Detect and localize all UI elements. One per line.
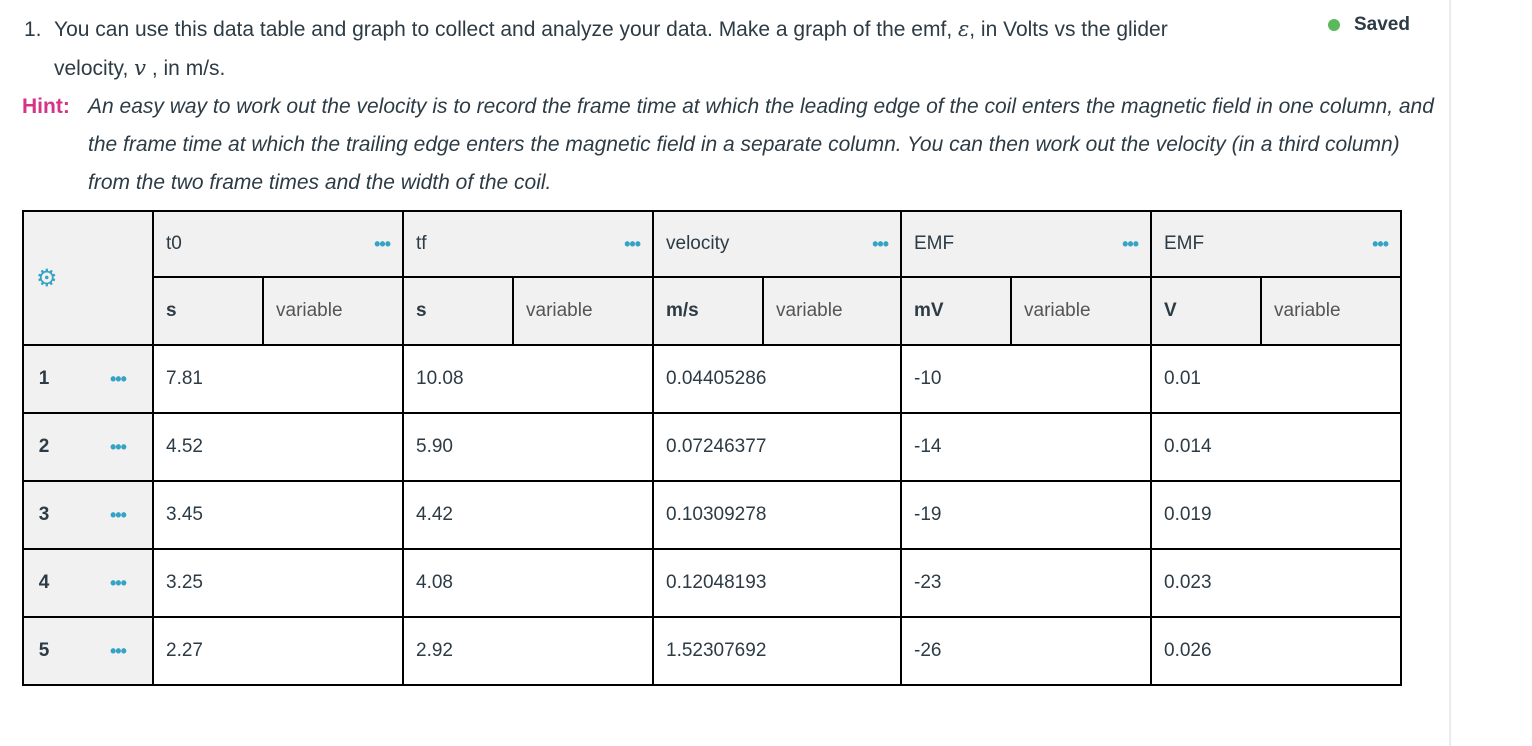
column-header-tf[interactable]: tf ••• bbox=[403, 211, 653, 277]
question-text bbox=[24, 10, 1314, 88]
column-menu-icon[interactable]: ••• bbox=[374, 233, 390, 254]
table-settings-cell[interactable] bbox=[23, 211, 153, 345]
row-menu-icon[interactable]: ••• bbox=[110, 640, 126, 661]
type-field[interactable]: variable bbox=[1274, 300, 1341, 321]
unit-field[interactable]: m/s bbox=[654, 278, 764, 344]
hint-block bbox=[22, 88, 1442, 202]
table-cell[interactable]: 3.45 bbox=[153, 481, 403, 549]
table-cell[interactable]: -23 bbox=[901, 549, 1151, 617]
row-header bbox=[23, 413, 153, 481]
velocity-symbol: v bbox=[134, 56, 147, 80]
row-header bbox=[23, 481, 153, 549]
saved-dot-icon bbox=[1328, 19, 1340, 31]
data-table bbox=[22, 210, 1402, 686]
table-cell[interactable]: 7.81 bbox=[153, 345, 403, 413]
table-cell[interactable]: 4.42 bbox=[403, 481, 653, 549]
row-index: 5 bbox=[38, 640, 50, 661]
table-cell[interactable]: 0.04405286 bbox=[653, 345, 901, 413]
save-status-label: Saved bbox=[1354, 14, 1410, 35]
type-field[interactable]: variable bbox=[1024, 300, 1091, 321]
type-field[interactable]: variable bbox=[526, 300, 593, 321]
table-cell[interactable]: -14 bbox=[901, 413, 1151, 481]
table-row bbox=[23, 617, 1401, 685]
table-cell[interactable]: 0.026 bbox=[1151, 617, 1401, 685]
column-header-t0[interactable]: t0 ••• bbox=[153, 211, 403, 277]
row-menu-icon[interactable]: ••• bbox=[110, 504, 126, 525]
hint-label: Hint: bbox=[22, 95, 70, 118]
unit-field[interactable]: s bbox=[154, 278, 264, 344]
column-menu-icon[interactable]: ••• bbox=[624, 233, 640, 254]
table-row bbox=[23, 413, 1401, 481]
gear-icon[interactable]: ⚙ bbox=[36, 264, 58, 292]
table-cell[interactable]: -19 bbox=[901, 481, 1151, 549]
column-header-velocity[interactable]: velocity ••• bbox=[653, 211, 901, 277]
table-cell[interactable]: 5.90 bbox=[403, 413, 653, 481]
question-number: 1. bbox=[24, 18, 42, 41]
table-cell[interactable]: 2.92 bbox=[403, 617, 653, 685]
row-index: 2 bbox=[38, 436, 50, 457]
table-cell[interactable]: 0.023 bbox=[1151, 549, 1401, 617]
unit-row-t0 bbox=[153, 277, 403, 345]
table-cell[interactable]: 0.014 bbox=[1151, 413, 1401, 481]
table-cell[interactable]: -26 bbox=[901, 617, 1151, 685]
row-header bbox=[23, 345, 153, 413]
row-index: 1 bbox=[38, 368, 50, 389]
unit-field[interactable]: mV bbox=[902, 278, 1012, 344]
table-cell[interactable]: 0.07246377 bbox=[653, 413, 901, 481]
row-index: 4 bbox=[38, 572, 50, 593]
question-line2-b: , in m/s. bbox=[146, 57, 226, 80]
column-menu-icon[interactable]: ••• bbox=[1122, 233, 1138, 254]
unit-row-tf bbox=[403, 277, 653, 345]
panel-divider bbox=[1449, 0, 1451, 746]
type-field[interactable]: variable bbox=[776, 300, 843, 321]
table-cell[interactable]: 10.08 bbox=[403, 345, 653, 413]
save-status bbox=[1328, 14, 1410, 36]
row-index: 3 bbox=[38, 504, 50, 525]
table-cell[interactable]: 0.01 bbox=[1151, 345, 1401, 413]
hint-text: An easy way to work out the velocity is to record the frame time at which the leading edge of the coil enters the magnetic field in one column, and the frame time at which the trailing edge enters the magnetic field in a separate column. You can then work out the velocity (in a third column) from the two frame times and the width of the coil. bbox=[88, 95, 1434, 194]
table-row bbox=[23, 549, 1401, 617]
row-header bbox=[23, 549, 153, 617]
column-menu-icon[interactable]: ••• bbox=[872, 233, 888, 254]
table-cell[interactable]: 0.019 bbox=[1151, 481, 1401, 549]
unit-row-velocity bbox=[653, 277, 901, 345]
table-cell[interactable]: 3.25 bbox=[153, 549, 403, 617]
table-cell[interactable]: 0.10309278 bbox=[653, 481, 901, 549]
question-line1-a: You can use this data table and graph to collect and analyze your data. Make a graph of the emf, bbox=[54, 18, 958, 41]
row-menu-icon[interactable]: ••• bbox=[110, 368, 126, 389]
table-cell[interactable]: 2.27 bbox=[153, 617, 403, 685]
unit-field[interactable]: s bbox=[404, 278, 514, 344]
table-cell[interactable]: 1.52307692 bbox=[653, 617, 901, 685]
table-cell[interactable]: 4.08 bbox=[403, 549, 653, 617]
question-line2-a: velocity, bbox=[54, 57, 135, 80]
unit-field[interactable]: V bbox=[1152, 278, 1262, 344]
column-header-emf-v[interactable]: EMF ••• bbox=[1151, 211, 1401, 277]
column-header-emf-mv[interactable]: EMF ••• bbox=[901, 211, 1151, 277]
column-menu-icon[interactable]: ••• bbox=[1372, 233, 1388, 254]
unit-row-emf-v bbox=[1151, 277, 1401, 345]
row-menu-icon[interactable]: ••• bbox=[110, 436, 126, 457]
unit-row-emf-mv bbox=[901, 277, 1151, 345]
table-row bbox=[23, 481, 1401, 549]
type-field[interactable]: variable bbox=[276, 300, 343, 321]
row-header bbox=[23, 617, 153, 685]
emf-symbol: ε bbox=[957, 17, 970, 41]
table-row bbox=[23, 345, 1401, 413]
row-menu-icon[interactable]: ••• bbox=[110, 572, 126, 593]
table-cell[interactable]: 4.52 bbox=[153, 413, 403, 481]
table-cell[interactable]: -10 bbox=[901, 345, 1151, 413]
table-cell[interactable]: 0.12048193 bbox=[653, 549, 901, 617]
question-line1-b: , in Volts vs the glider bbox=[969, 18, 1168, 41]
